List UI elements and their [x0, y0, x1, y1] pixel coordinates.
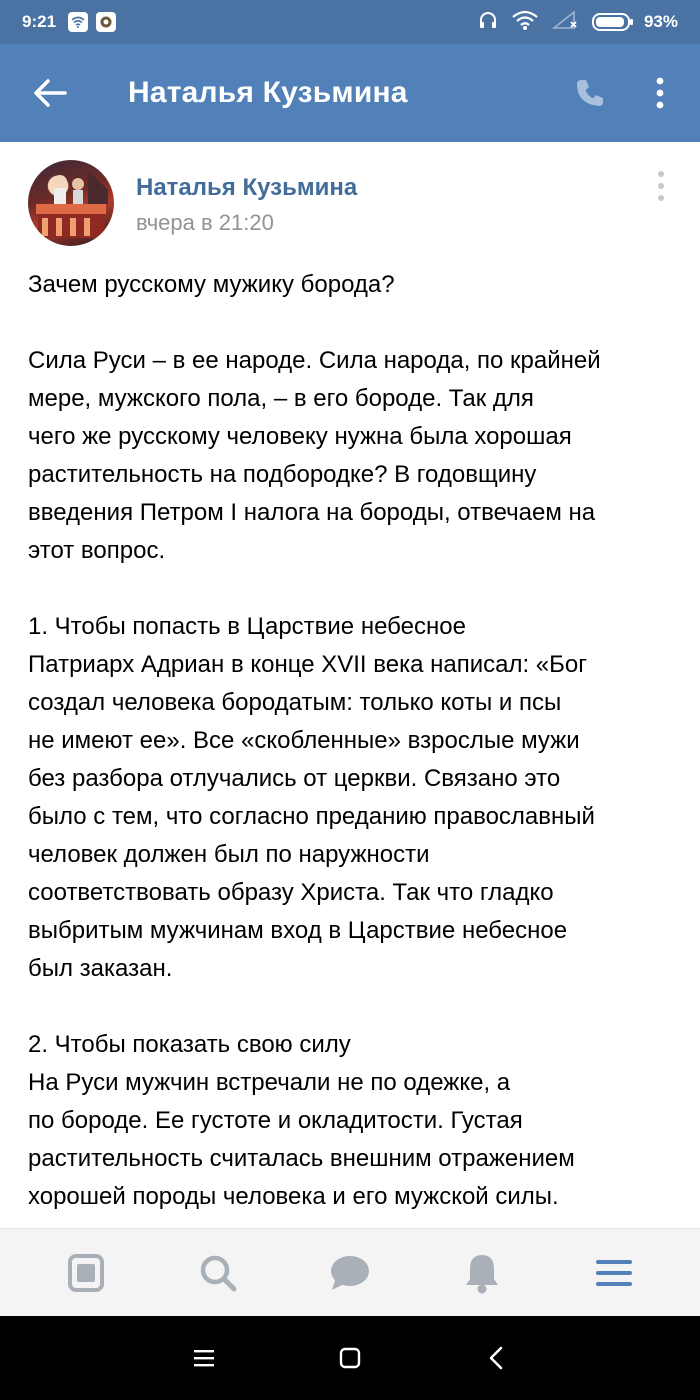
wifi-notification-icon — [68, 12, 88, 32]
status-bar — [0, 0, 700, 44]
headphones-icon — [478, 10, 498, 35]
post-text-line: было с тем, что согласно преданию православный — [28, 803, 595, 830]
post-text-line: выбритым мужчинам вход в Царствие небесное — [28, 917, 568, 944]
post-text-line: На Руси мужчин встречали не по одежке, а — [28, 1069, 511, 1096]
battery-icon — [592, 13, 630, 31]
system-back-button[interactable] — [423, 1316, 569, 1400]
post-text-line: 2. Чтобы показать свою силу — [28, 1031, 351, 1058]
post-paragraph — [28, 608, 678, 988]
post-paragraph — [28, 1026, 678, 1216]
post-text-line: мере, мужского пола, – в его бороде. Так для — [28, 385, 534, 412]
post-text-line: Патриарх Адриан в конце XVII века написал: «Бог — [28, 651, 588, 678]
post-text — [28, 266, 678, 1228]
post-text-line: человек должен был по наружности — [28, 841, 430, 868]
battery-percent: 93% — [643, 12, 678, 31]
post-text-line: хорошей породы человека и его мужской силы. — [28, 1183, 559, 1210]
menu-icon — [595, 1258, 633, 1288]
system-navigation-bar — [0, 1316, 700, 1400]
post-author[interactable]: Наталья Кузьмина — [136, 174, 358, 201]
post-text-line: не имеют ее». Все «скобленные» взрослые мужи — [28, 727, 580, 754]
post-text-line: введения Петром I налога на бороды, отвечаем на — [28, 499, 596, 526]
post-text-line: чего же русскому человеку нужна была хорошая — [28, 423, 572, 450]
post-paragraph — [28, 266, 678, 304]
messages-icon — [329, 1254, 371, 1292]
nav-menu[interactable] — [574, 1229, 654, 1317]
post-paragraph — [28, 342, 678, 570]
home-icon — [339, 1347, 361, 1369]
status-time: 9:21 — [22, 12, 57, 31]
call-button[interactable] — [560, 44, 620, 142]
post-text-line: Зачем русскому мужику борода? — [28, 271, 395, 298]
home-button[interactable] — [277, 1316, 423, 1400]
more-options-button[interactable] — [620, 44, 700, 142]
bottom-navigation — [0, 1228, 700, 1316]
nav-news[interactable] — [46, 1229, 126, 1317]
recent-apps-button[interactable] — [131, 1316, 277, 1400]
post-text-line: создал человека бородатым: только коты и псы — [28, 689, 562, 716]
system-back-icon — [488, 1346, 504, 1370]
post-header — [0, 142, 700, 262]
nav-messages[interactable] — [310, 1229, 390, 1317]
news-icon — [67, 1253, 105, 1293]
search-icon — [198, 1253, 238, 1293]
post-text-line: без разбора отлучались от церкви. Связано это — [28, 765, 561, 792]
post-text-line: растительность считалась внешним отражением — [28, 1145, 575, 1172]
post-time: вчера в 21:20 — [136, 210, 274, 235]
post-text-line: Сила Руси – в ее народе. Сила народа, по крайней — [28, 347, 601, 374]
more-vertical-icon — [655, 77, 665, 109]
app-notification-icon — [96, 12, 116, 32]
wifi-icon — [512, 10, 538, 35]
post-text-line: растительность на подбородке? В годовщину — [28, 461, 537, 488]
post-text-line: соответствовать образу Христа. Так что гладко — [28, 879, 554, 906]
notifications-icon — [464, 1252, 500, 1294]
post-text-line: по бороде. Ее густоте и окладитости. Густая — [28, 1107, 523, 1134]
post-text-line: этот вопрос. — [28, 537, 166, 564]
signal-icon — [552, 10, 578, 35]
phone-icon — [574, 77, 606, 109]
app-bar — [0, 44, 700, 142]
nav-search[interactable] — [178, 1229, 258, 1317]
recent-apps-icon — [193, 1348, 215, 1368]
more-vertical-icon — [657, 170, 665, 204]
nav-notifications[interactable] — [442, 1229, 522, 1317]
post-text-line: был заказан. — [28, 955, 173, 982]
avatar[interactable] — [28, 160, 114, 246]
post-more-button[interactable] — [646, 170, 676, 210]
post-text-line: 1. Чтобы попасть в Царствие небесное — [28, 613, 466, 640]
page-title: Наталья Кузьмина — [128, 76, 408, 109]
